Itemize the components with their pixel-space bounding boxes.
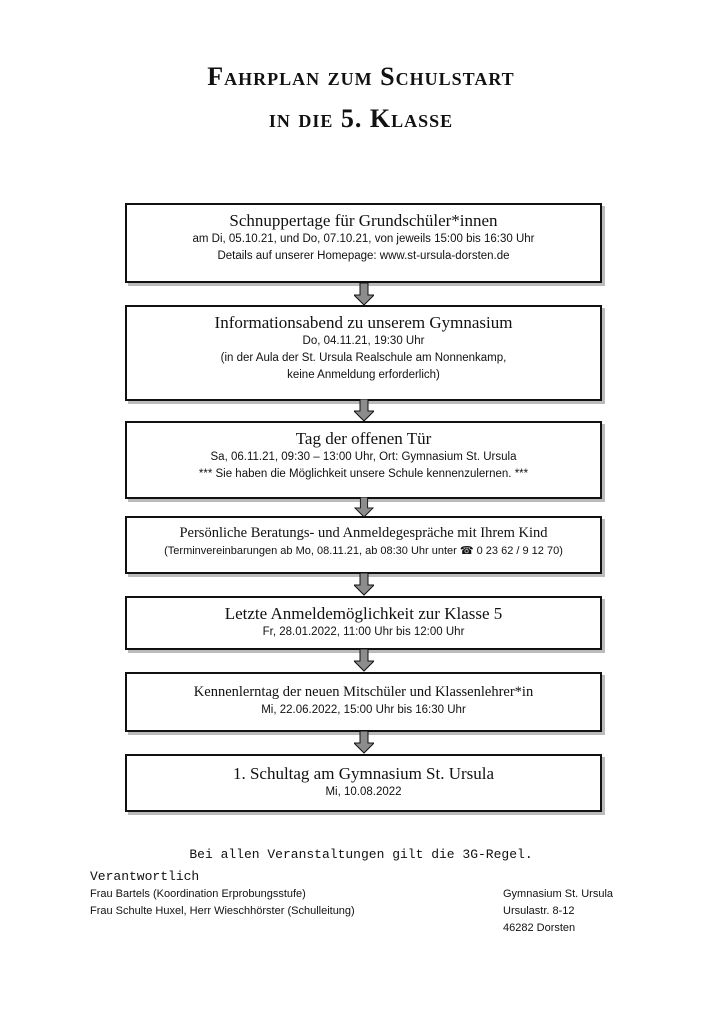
step-detail: Mi, 22.06.2022, 15:00 Uhr bis 16:30 Uhr — [261, 704, 466, 716]
step-detail: Mi, 10.08.2022 — [325, 786, 402, 798]
title-line-1: Fahrplan zum Schulstart — [207, 62, 515, 91]
step-box-beratungsgespraeche — [125, 516, 602, 574]
page-title — [0, 56, 722, 140]
step-detail: *** Sie haben die Möglichkeit unsere Schule kennenzulernen. *** — [198, 468, 529, 480]
step-heading: Informationsabend zu unserem Gymnasium — [214, 313, 513, 332]
step-detail: Do, 04.11.21, 19:30 Uhr — [302, 335, 425, 347]
step-detail: Fr, 28.01.2022, 11:00 Uhr bis 12:00 Uhr — [262, 626, 465, 638]
step-heading: Kennenlerntag der neuen Mitschüler und Klassenlehrer*in — [193, 684, 534, 700]
step-detail: (Terminvereinbarungen ab Mo, 08.11.21, ab 08:30 Uhr unter ☎ 0 23 62 / 9 12 70) — [164, 545, 563, 557]
down-arrow-icon — [354, 730, 374, 754]
step-heading: 1. Schultag am Gymnasium St. Ursula — [232, 764, 495, 783]
responsible-line: Frau Bartels (Koordination Erprobungsstufe) — [90, 888, 306, 900]
step-detail: keine Anmeldung erforderlich) — [287, 369, 440, 381]
address-line: Ursulastr. 8-12 — [503, 905, 575, 917]
step-heading: Persönliche Beratungs- und Anmeldegespräche mit Ihrem Kind — [179, 525, 548, 541]
responsible-line: Frau Schulte Huxel, Herr Wieschhörster (Schulleitung) — [90, 905, 355, 917]
step-box-kennenlerntag — [125, 672, 602, 732]
step-heading: Letzte Anmeldemöglichkeit zur Klasse 5 — [224, 604, 503, 623]
step-detail: Details auf unserer Homepage: www.st-ursula-dorsten.de — [217, 250, 510, 262]
step-box-tag-der-offenen-tuer — [125, 421, 602, 499]
down-arrow-icon — [354, 648, 374, 672]
step-detail: Sa, 06.11.21, 09:30 – 13:00 Uhr, Ort: Gymnasium St. Ursula — [210, 451, 517, 463]
down-arrow-icon — [354, 399, 374, 421]
step-heading: Schnuppertage für Grundschüler*innen — [229, 211, 498, 230]
step-box-informationsabend — [125, 305, 602, 401]
step-detail: (in der Aula der St. Ursula Realschule am Nonnenkamp, — [220, 352, 507, 364]
down-arrow-icon — [354, 497, 374, 517]
step-box-erster-schultag — [125, 754, 602, 812]
down-arrow-icon — [354, 283, 374, 305]
step-detail: am Di, 05.10.21, und Do, 07.10.21, von jeweils 15:00 bis 16:30 Uhr — [192, 233, 535, 245]
down-arrow-icon — [354, 572, 374, 596]
step-box-letzte-anmeldung — [125, 596, 602, 650]
notice-3g-regel: Bei allen Veranstaltungen gilt die 3G-Regel. — [189, 847, 533, 862]
step-box-schnuppertage — [125, 203, 602, 283]
step-heading: Tag der offenen Tür — [295, 429, 432, 448]
responsible-heading: Verantwortlich — [90, 869, 200, 884]
address-line: Gymnasium St. Ursula — [503, 888, 614, 900]
title-line-2: in die 5. Klasse — [268, 104, 454, 133]
address-line: 46282 Dorsten — [503, 922, 576, 934]
